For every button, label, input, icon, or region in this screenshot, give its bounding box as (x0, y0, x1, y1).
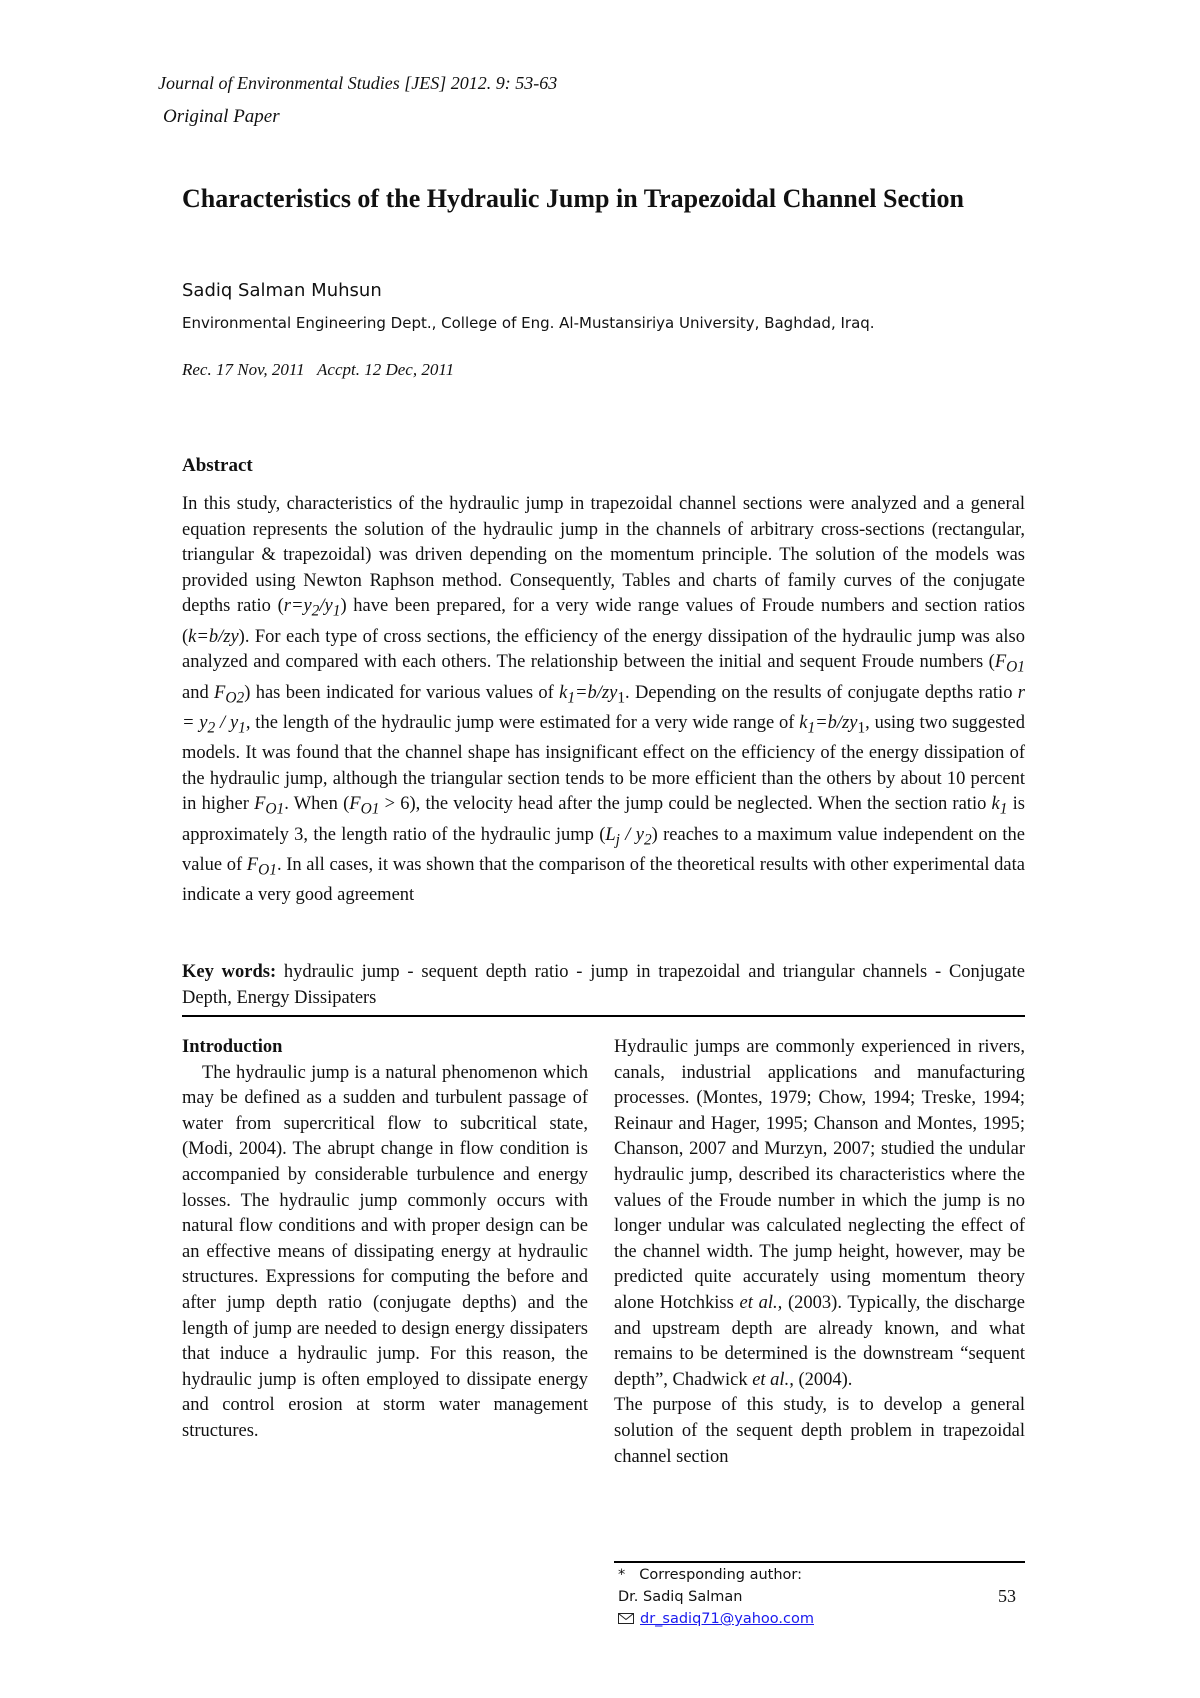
introduction-paragraph-2: Hydraulic jumps are commonly experienced in rivers, canals, industrial applications and manufacturing processes. (Montes, 1979; Chow, 1994; Treske, 1994; Reinaur and Hager, 1995; Chanson and Montes, 1995; Chanson, 2007 and Murzyn, 2007; studied the undular hydraulic jump, described its characteristics where the values of the Froude number in which the jump is no longer undular was calculated neglecting the effect of the channel width. The jump height, however, may be predicted quite accurately using momentum theory alone Hotchkiss et al., (2003). Typically, the discharge and upstream depth are already known, and what remains to be determined is the downstream “sequent depth”, Chadwick et al., (2004). (614, 1037, 1025, 1390)
keywords-text: hydraulic jump - sequent depth ratio - jump in trapezoidal and triangular channels - Conjugate Depth, Energy Dissipaters (182, 962, 1025, 1008)
paper-type: Original Paper (163, 106, 280, 127)
keywords (182, 960, 1025, 1011)
keywords-label: Key words: (182, 962, 277, 982)
column-left (182, 1035, 588, 1445)
footnote-email (618, 1611, 814, 1627)
received-accepted-dates: Rec. 17 Nov, 2011 Accpt. 12 Dec, 2011 (182, 360, 455, 379)
page-number: 53 (998, 1586, 1016, 1606)
footnote-author: Dr. Sadiq Salman (618, 1589, 743, 1605)
introduction-heading: Introduction (182, 1037, 283, 1057)
column-right (614, 1035, 1025, 1470)
abstract-heading: Abstract (182, 455, 253, 476)
footnote-label: * Corresponding author: (618, 1567, 802, 1583)
introduction-paragraph-1: The hydraulic jump is a natural phenomenon which may be defined as a sudden and turbulent passage of water from supercritical flow to subcritical state, (Modi, 2004). The abrupt change in flow condition is accompanied by considerable turbulence and energy losses. The hydraulic jump commonly occurs with natural flow conditions and with proper design can be an effective means of dissipating energy at hydraulic structures. Expressions for computing the before and after jump depth ratio (conjugate depths) and the length of jump are needed to design energy dissipaters that induce a hydraulic jump. For this reason, the hydraulic jump is often employed to dissipate energy and control erosion at storm water management structures. (182, 1062, 588, 1441)
abstract-body: In this study, characteristics of the hydraulic jump in trapezoidal channel sections were analyzed and a general equation represents the solution of the hydraulic jump in the channels of arbitrary cross-sections (rectangular, triangular & trapezoidal) was driven depending on the momentum principle. The solution of the models was provided using Newton Raphson method. Consequently, Tables and charts of family curves of the conjugate depths ratio $(r=y_2/y_1)$ have been prepared, for a very wide range values of Froude numbers and section ratios (k=b/zy). For each type of cross sections, the efficiency of the energy dissipation of the hydraulic jump was also analyzed and compared with each others. The relationship between the initial and sequent Froude numbers ($F_{O1}$ and $F_{O2}$) has been indicated for various values of $k_1=b/zy_1$. Depending on the results of conjugate depths ratio $r = y_2 / y_1$, the length of the hydraulic jump were estimated for a very wide range of $k_1=b/zy_1$, using two suggested models. It was found that the channel shape has insignificant effect on the efficiency of the energy dissipation of the hydraulic jump, although the triangular section tends to be more efficient than the others by about 10 percent in higher $F_{O1}$. When $(F_{O1} > 6)$, the velocity head after the jump could be neglected. When the section ratio $k_1$ is approximately 3, the length ratio of the hydraulic jump $(L_j / y_2)$ reaches to a maximum value independent on the value of $F_{O1}$. In all cases, it was shown that the comparison of the theoretical results with other experimental data indicate a very good agreement (182, 494, 1026, 906)
envelope-icon (618, 1613, 634, 1624)
paper-title: Characteristics of the Hydraulic Jump in Trapezoidal Channel Section (182, 184, 964, 213)
footnote-divider (614, 1561, 1025, 1563)
author-name: Sadiq Salman Muhsun (182, 280, 382, 301)
author-affiliation: Environmental Engineering Dept., College of Eng. Al-Mustansiriya University, Baghdad, Iraq. (182, 314, 875, 332)
email-link[interactable]: dr_sadiq71@yahoo.com (640, 1611, 814, 1627)
introduction-paragraph-3: The purpose of this study, is to develop a general solution of the sequent depth problem in trapezoidal channel section (614, 1395, 1025, 1467)
journal-citation: Journal of Environmental Studies [JES] 2012. 9: 53-63 (158, 73, 558, 93)
section-divider (182, 1015, 1025, 1017)
